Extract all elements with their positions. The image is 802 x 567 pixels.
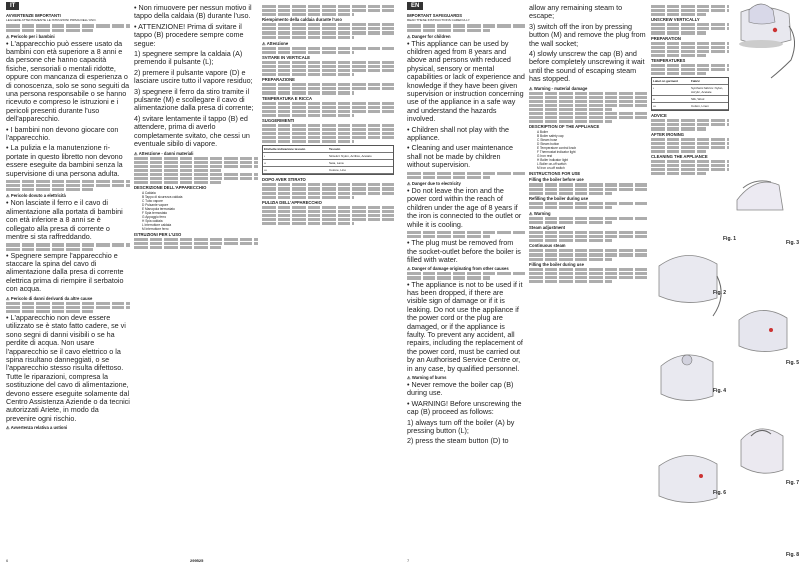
en-fabric-table bbox=[651, 77, 729, 111]
table-cell: Cotton, Linen bbox=[691, 104, 709, 109]
list-item: • G Appoggio ferro bbox=[142, 215, 258, 219]
figure-label: Fig. 6 bbox=[713, 490, 727, 496]
figure-label: Fig. 3 bbox=[786, 240, 800, 246]
it-section-title: SVITARE IN VERTICALE bbox=[262, 54, 311, 60]
en-para: • This appliance can be used by children aged from 8 years and above and persons with reduced physical, sensory or mental capabilities or lack of experience and knowledge if they have been given supervision or instruction concerning use of the appliance in a safe way and understand the hazards involved. bbox=[407, 40, 525, 124]
it-para: • La pulizia e la manutenzione ri-portate in questo libretto non devono essere eseguite da bambini senza la supervisione di una persona adulta. bbox=[6, 144, 130, 178]
it-section-title: Riempimento della caldaia durante l'uso bbox=[262, 17, 342, 23]
table-header: Etichette indicazione tessuto bbox=[264, 147, 306, 152]
en-para: 4) slowly unscrew the cap (B) and before completely unscrewing it wait until the sound of escaping steam has stopped. bbox=[529, 49, 645, 84]
it-section-title: ⚠ Attenzione bbox=[262, 41, 394, 46]
steam-station-illustration bbox=[659, 255, 721, 316]
en-subsection: Filling the boiler during use bbox=[529, 261, 584, 267]
list-item: • F Thermostat indicator light bbox=[537, 150, 647, 154]
it-description-title: DESCRIZIONE DELL'APPARECCHIO bbox=[134, 185, 207, 191]
en-para: allow any remaining steam to escape; bbox=[529, 4, 623, 21]
en-para: • The appliance is not to be used if it has been dropped, if there are visible sign of damage or if it is leaking. Do not use the appliance if the power cord or the plug are damaged, or if the appliance is faulty. To prevent any accident, all repairs, including the replacement of the power cord, must be carried out by an Authorised Service Centre or, in any case, by qualified personnel. bbox=[407, 281, 525, 373]
figure-label: Fig. 5 bbox=[786, 360, 800, 366]
steam-station-illustration bbox=[739, 4, 795, 78]
english-page bbox=[401, 0, 802, 567]
en-para: • Children shall not play with the appliance. bbox=[407, 126, 525, 143]
en-subsection: Steam adjustment bbox=[529, 225, 566, 231]
it-para: • Non lasciate il ferro e il cavo di alimentazione alla portata di bambini con età inferiore a 8 anni se è collegato alla presa di corrente o mentre si sta raffreddando. bbox=[6, 199, 130, 241]
it-danger-other-title: ⚠ Pericolo di danni derivanti da altre cause bbox=[6, 296, 130, 301]
product-code: 299525 bbox=[190, 558, 204, 563]
en-subsection: Continuous steam bbox=[529, 243, 566, 249]
list-item: • H Boiler indicator light bbox=[537, 158, 647, 162]
table-cell: ••• bbox=[264, 168, 268, 173]
en-subsection: Refilling the boiler during use bbox=[529, 195, 589, 201]
en-section-title: PREPARATION bbox=[651, 35, 681, 41]
list-item: • L Boiler on-off switch bbox=[537, 162, 647, 166]
language-tab-it: IT bbox=[6, 2, 19, 10]
figures-panel-left bbox=[653, 236, 731, 556]
list-item: • D Steam button bbox=[537, 142, 647, 146]
table-cell: Synthetic fabrics: Nylon, Acrylic, Acetate bbox=[691, 86, 724, 95]
list-item: • G Iron rest bbox=[537, 154, 647, 158]
list-item: • H Spia caldaia bbox=[142, 219, 258, 223]
iron-illustration bbox=[737, 181, 783, 210]
list-item: • D Pulsante vapore bbox=[142, 203, 258, 207]
en-instructions-title: INSTRUCTIONS FOR USE bbox=[529, 171, 581, 177]
it-para: • I bambini non devono giocare con l'apparecchio. bbox=[6, 126, 130, 143]
en-subsection: ⚠ Warning bbox=[529, 211, 647, 216]
list-item: • L Interruttore caldaia bbox=[142, 223, 258, 227]
it-column-3 bbox=[262, 4, 394, 553]
it-column-1 bbox=[6, 12, 130, 553]
table-cell: •• bbox=[264, 161, 267, 166]
en-heading: IMPORTANT SAFEGUARDS bbox=[407, 13, 463, 18]
list-item: • M Interruttore ferro bbox=[142, 227, 258, 231]
en-intro: READ THESE INSTRUCTIONS CAREFULLY. bbox=[407, 18, 471, 22]
it-section-title: SUGGERIMENTI bbox=[262, 117, 295, 123]
en-section-title: UNSCREW VERTICALLY bbox=[651, 17, 700, 23]
en-column-2 bbox=[529, 4, 647, 553]
language-tab-en: EN bbox=[407, 2, 423, 10]
table-header: Fabric bbox=[691, 79, 701, 84]
en-subsection: Filling the boiler before use bbox=[529, 177, 584, 183]
it-intro: LEGGERE ATTENTAMENTE LE ISTRUZIONI PRIMA DELL'USO. bbox=[6, 18, 97, 22]
list-item: • B Boiler safety cap bbox=[537, 134, 647, 138]
it-burn-title: ⚠ Avvertenza relativa a ustioni bbox=[6, 425, 130, 430]
steam-station-illustration bbox=[739, 310, 787, 351]
en-danger-children-title: ⚠ Danger for children bbox=[407, 34, 525, 39]
table-cell: Sintetici: Nylon, Acrilico, Acetato bbox=[329, 154, 372, 159]
it-section-title: PULIZIA DELL'APPARECCHIO bbox=[262, 199, 322, 205]
list-item: • A Caldaia bbox=[142, 191, 258, 195]
it-danger-electric-title: ⚠ Pericolo dovuto a elettricità bbox=[6, 193, 130, 198]
en-danger-electric-title: ⚠ Danger due to electricity bbox=[407, 181, 525, 186]
steam-station-illustration bbox=[659, 455, 717, 502]
en-para: • Never remove the boiler cap (B) during use. bbox=[407, 381, 525, 398]
list-item: • C Steam hose bbox=[537, 138, 647, 142]
it-heading: AVVERTENZE IMPORTANTI bbox=[6, 13, 61, 18]
it-column-2 bbox=[134, 4, 258, 553]
it-para: • ATTENZIONE! Prima di svitare il tappo (B) procedere sempre come segue: bbox=[134, 23, 258, 48]
it-para: • L'apparecchio non deve essere utilizzato se è stato fatto cadere, se vi sono segni di danni visibili o se ha perdite di acqua. Non usare l'apparecchio se il cavo elettrico o la spina risultano danneggiati, o se l'apparecchio stesso risulta difettoso. Tutte le riparazioni, compresa la sostituzione del cavo di alimentazione, devono essere eseguite solamente dal Centro Assistenza Aziende o da tecnici autorizzati Ariete, in modo da prevenire ogni rischio. bbox=[6, 314, 130, 423]
page-number: 6 bbox=[6, 558, 9, 563]
table-cell: Cotone, Lino bbox=[329, 168, 347, 173]
it-para: • Spegnere sempre l'apparecchio e staccare la spina del cavo di alimentazione dalla presa di corrente elettrica prima di riempire il serbatoio con acqua. bbox=[6, 252, 130, 294]
it-para: 1) spegnere sempre la caldaia (A) premendo il pulsante (L); bbox=[134, 49, 243, 67]
figure-label: Fig. 1 bbox=[723, 236, 737, 242]
en-warning-title: ⚠ Warning - material damage bbox=[529, 86, 647, 91]
it-para: 2) premere il pulsante vapore (D) e lasciare uscire tutto il vapore residuo; bbox=[134, 67, 253, 86]
table-cell: •• bbox=[653, 97, 656, 102]
it-para: 4) svitare lentamente il tappo (B) ed attendere, prima di averlo completamente svitato, che cessi un eventuale sibilo di vapore. bbox=[134, 113, 250, 149]
en-para: 2) press the steam button (D) to bbox=[407, 436, 509, 446]
en-section-title: CLEANING THE APPLIANCE bbox=[651, 153, 708, 159]
hand-cap-illustration bbox=[741, 429, 783, 473]
it-section-title: TEMPERATURA E RICCA bbox=[262, 95, 313, 101]
en-para: • Do not leave the iron and the power cord within the reach of children under the age of 8 years if the iron is connected to the outlet or while it is cooling. bbox=[407, 187, 525, 229]
table-cell: • bbox=[653, 86, 655, 91]
en-burn-title: ⚠ Warning of burns bbox=[407, 375, 525, 380]
en-para: • WARNING! Before unscrewing the cap (B) proceed as follows: bbox=[407, 400, 525, 417]
table-cell: • bbox=[264, 154, 266, 159]
en-section-title: AFTER IRONING bbox=[651, 131, 685, 137]
table-cell: ••• bbox=[653, 104, 657, 109]
en-danger-other-title: ⚠ Danger of damage originating from other causes bbox=[407, 266, 525, 271]
en-para: • Cleaning and user maintenance shall not be made by children without supervision. bbox=[407, 144, 525, 169]
en-para: 1) always turn off the boiler (A) by pressing button (L); bbox=[407, 417, 515, 435]
hand-cap-illustration bbox=[661, 355, 713, 401]
list-item: • A Boiler bbox=[537, 130, 647, 134]
en-parts-list bbox=[529, 130, 647, 170]
figure-label: Fig. 2 bbox=[713, 290, 727, 296]
list-item: • C Tubo vapore bbox=[142, 199, 258, 203]
en-column-1 bbox=[407, 12, 525, 553]
en-section-title: TEMPERATURES bbox=[651, 57, 686, 63]
en-description-title: DESCRIPTION OF THE APPLIANCE bbox=[529, 124, 600, 130]
it-parts-list bbox=[134, 191, 258, 231]
table-header: Tessuto bbox=[329, 147, 341, 152]
en-para: 3) switch off the iron by pressing button (M) and remove the plug from the wall socket; bbox=[529, 21, 646, 48]
table-cell: Seta, Lana bbox=[329, 161, 344, 166]
figure-label: Fig. 7 bbox=[786, 480, 800, 486]
list-item: • E Temperature control knob bbox=[537, 146, 647, 150]
it-para: • Non rimuovere per nessun motivo il tappo della caldaia (B) durante l'uso. bbox=[134, 4, 258, 21]
page-number: 7 bbox=[407, 558, 410, 563]
list-item: • B Tappo di sicurezza caldaia bbox=[142, 195, 258, 199]
it-section-title: DOPO AVER STIRATO bbox=[262, 177, 306, 183]
it-danger-children-title: ⚠ Pericolo per i bambini bbox=[6, 34, 130, 39]
it-fabric-table bbox=[262, 145, 394, 175]
list-item: • M Iron on-off switch bbox=[537, 166, 647, 170]
it-warning-title: ⚠ Attenzione - danni materiali bbox=[134, 151, 258, 156]
table-header: Label on garment bbox=[653, 79, 679, 84]
figure-label: Fig. 8 bbox=[786, 552, 800, 558]
list-item: • F Spia termostato bbox=[142, 211, 258, 215]
figure-label: Fig. 4 bbox=[713, 388, 727, 394]
en-section-title: ADVICE bbox=[651, 113, 667, 119]
en-para: • The plug must be removed from the socket-outlet before the boiler is filled with water. bbox=[407, 239, 525, 264]
it-instructions-title: ISTRUZIONI PER L'USO bbox=[134, 232, 182, 238]
list-item: • E Manopola termostato bbox=[142, 207, 258, 211]
it-section-title: PREPARAZIONE bbox=[262, 77, 295, 83]
table-cell: Silk, Wool bbox=[691, 97, 705, 102]
it-para: • L'apparecchio può essere usato da bambini con età superiore a 8 anni e da persone che hanno capacità fisiche, sensoriali o mentali ridotte, oppure con mancanza di esperienza o di conoscenza, solo se sono seguiti da una persona responsabile o se hanno ricevuto e compreso le istruzioni e i pericoli presenti durante l'uso dell'apparecchio. bbox=[6, 40, 130, 124]
it-para: 3) spegnere il ferro da stiro tramite il pulsante (M) e scollegare il cavo di alimentazione dalla presa di corrente; bbox=[134, 86, 254, 113]
